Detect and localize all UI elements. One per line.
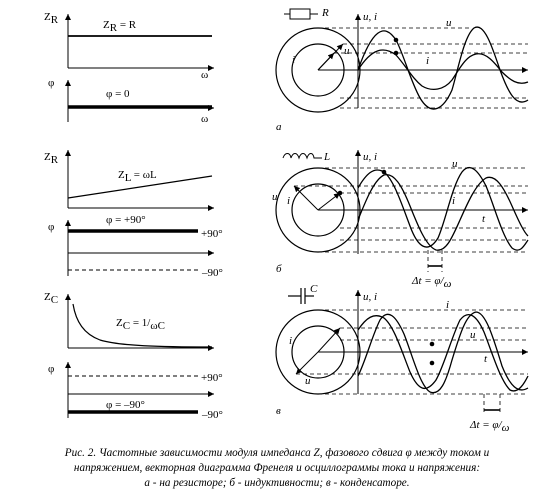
svg-text:ZC	[44, 291, 58, 306]
inductor-label: L	[324, 151, 331, 163]
svg-text:ZR	[44, 151, 59, 166]
u-wave-label-c: u	[470, 329, 476, 341]
panel-letter-b: б	[276, 263, 282, 275]
u-wave-label-a: u	[446, 17, 452, 29]
z-formula-sub-b: L	[124, 172, 132, 184]
i-phasor-label-b: i	[287, 195, 291, 207]
phi-axis-label-a: φ	[48, 77, 55, 89]
svg-text:ZR	[44, 11, 59, 26]
axis-label-c: u, i	[363, 291, 378, 303]
phi-formula-a: φ = 0	[106, 88, 130, 100]
axis-label-b: u, i	[363, 151, 378, 163]
dt-label-b: Δt = φ/	[412, 275, 444, 287]
phi-formula-c: φ = –90°	[106, 399, 145, 411]
dt-sub-b: ω	[443, 278, 452, 290]
resistor-icon	[290, 9, 310, 19]
panel-a-right-diagram	[276, 7, 528, 133]
z-formula-rest-a: = R	[117, 19, 137, 31]
i-phasor-a	[318, 53, 334, 70]
figure-caption	[18, 446, 536, 491]
u-wave-b	[358, 168, 528, 251]
panel-b-left-graphs	[44, 150, 223, 279]
minus90-label-b: –90°	[202, 267, 223, 279]
i-wave-label-a: i	[426, 55, 430, 67]
caption-line-1: Рис. 2. Частотные зависимости модуля импеданса Z, фазового сдвига φ между током и	[64, 447, 490, 459]
z-formula-rest-b: = ωL	[131, 169, 157, 181]
inductor-icon	[283, 154, 322, 159]
dt-label-c: Δt = φ/	[470, 419, 502, 431]
i-wave-c	[358, 315, 528, 391]
z-formula-c: Z	[116, 317, 123, 329]
svg-text:ZC = 1/ωC	[116, 317, 165, 332]
u-wave-a	[358, 27, 528, 109]
phi-formula-b: φ = +90°	[106, 214, 146, 226]
z-axis-sub-c: C	[50, 294, 59, 306]
u-phasor-label-a: u	[344, 45, 350, 57]
i-wave-label-c: i	[446, 299, 450, 311]
phi-axis-label-c: φ	[48, 363, 55, 375]
u-wave-label-b: u	[452, 158, 458, 170]
z-axis-label-b: Z	[44, 151, 51, 163]
axis-label-a: u, i	[363, 11, 378, 23]
resistor-label: R	[322, 7, 329, 19]
u-phasor-label-c: u	[305, 375, 311, 387]
z-axis-label-c: Z	[44, 291, 51, 303]
caption-line-3: а - на резисторе; б - индуктивности; в - конденсаторе.	[144, 477, 410, 489]
z-axis-label-a: Z	[44, 11, 51, 23]
omega-label-a-z: ω	[201, 69, 209, 81]
i-phasor-label-a: i	[292, 54, 296, 66]
t-label-c: t	[484, 353, 488, 365]
panel-b-right-diagram	[272, 150, 528, 290]
caption-line-2: напряжением, векторная диаграмма Френеля и осциллограммы тока и напряжения:	[73, 462, 481, 474]
omega-label-a-phi: ω	[201, 113, 209, 125]
phi-axis-label-b: φ	[48, 221, 55, 233]
z-formula-sub-c: C	[122, 320, 131, 332]
plus90-label-b: +90°	[201, 228, 223, 240]
dt-sub-c: ω	[501, 422, 510, 434]
t-label-b: t	[482, 213, 486, 225]
panel-a-left-graphs	[44, 11, 214, 125]
i-wave-label-b: i	[452, 195, 456, 207]
svg-text:Δt = φ/ω	[411, 275, 452, 290]
i-phasor-label-c: i	[289, 335, 293, 347]
svg-text:ZL = ωL	[118, 169, 157, 184]
capacitor-label: C	[310, 283, 318, 295]
z-formula-sub-a: R	[109, 22, 118, 34]
panel-c-left-graphs	[44, 291, 223, 421]
z-axis-sub-a: R	[50, 14, 59, 26]
z-formula-a: Z	[103, 19, 110, 31]
minus90-label-c: –90°	[202, 409, 223, 421]
z-formula-b: Z	[118, 169, 125, 181]
plus90-label-c: +90°	[201, 372, 223, 384]
svg-text:ZR = R	[103, 19, 137, 34]
z-formula-rest-c: = 1/	[130, 317, 151, 329]
z-formula-tail-c: ωC	[150, 320, 165, 332]
panel-c-right-diagram	[276, 283, 528, 434]
svg-text:Δt = φ/ω	[469, 419, 510, 434]
u-phasor-label-b: u	[272, 191, 278, 203]
panel-letter-c: в	[276, 405, 281, 417]
panel-letter-a: а	[276, 121, 282, 133]
z-axis-sub-b: R	[50, 154, 59, 166]
